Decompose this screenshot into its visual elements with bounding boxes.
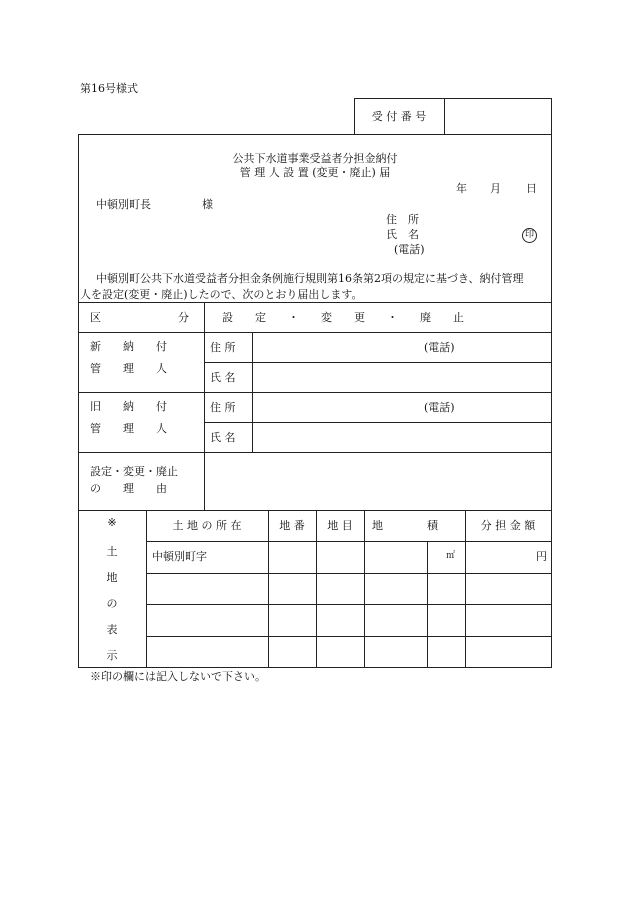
seal-mark: 印 [522,228,537,243]
old-name-label: 氏 名 [210,431,236,444]
land-side-char: 地 [106,571,118,584]
old-address-label: 住 所 [210,401,236,414]
amount-unit: 円 [536,550,547,563]
land-category-header: 地 目 [327,519,353,532]
body-text-line1: 中頓別町公共下水道受益者分担金条例施行規則第16条第2項の規定に基づき、納付管理 [96,272,524,285]
applicant-name-label: 氏 名 [386,228,419,241]
form-title-line1: 公共下水道事業受益者分担金納付 [232,152,398,165]
new-phone-label: (電話) [424,341,455,354]
area-unit: ㎡ [446,551,456,561]
applicant-address-label: 住 所 [386,213,419,226]
form-number: 第16号様式 [80,82,138,95]
land-side-char: の [106,597,118,610]
new-manager-label-line1: 新 納 付 [90,340,167,353]
date-month-label: 月 [490,182,501,195]
addressee-honorific: 様 [202,198,213,211]
section-label: 区 分 [90,311,189,324]
new-address-field[interactable] [253,333,551,362]
old-address-field[interactable] [253,393,551,422]
reason-label-line2: の 理 由 [90,482,167,495]
new-manager-label-line2: 管 理 人 [90,362,167,375]
reason-label-line1: 設定・変更・廃止 [90,465,178,478]
old-phone-label: (電話) [424,401,455,414]
addressee-name: 中頓別町長 [96,198,151,211]
land-area-header: 地 積 [372,519,438,532]
land-side-char: 示 [106,649,118,662]
land-side-mark: ※ [107,516,117,529]
old-manager-label-line1: 旧 納 付 [90,400,167,413]
date-year-label: 年 [456,182,467,195]
receipt-number-label: 受 付 番 号 [371,110,427,123]
land-side-char: 土 [106,545,118,558]
form-title-line2: 管 理 人 設 置 (変更・廃止) 届 [239,166,391,179]
receipt-number-field[interactable] [445,99,551,134]
new-name-label: 氏 名 [210,371,236,384]
old-manager-label-line2: 管 理 人 [90,422,167,435]
action-options[interactable]: 設 定 ・ 変 更 ・ 廃 止 [222,311,464,324]
old-name-field[interactable] [253,423,551,452]
reason-field[interactable] [205,453,551,510]
new-name-field[interactable] [253,363,551,392]
land-amount-header: 分 担 金 額 [480,519,536,532]
new-address-label: 住 所 [210,341,236,354]
land-location-header: 土 地 の 所 在 [172,519,242,532]
applicant-phone-label: (電話) [394,243,425,256]
land-side-char: 表 [106,623,118,636]
land-lot-header: 地 番 [279,519,305,532]
date-day-label: 日 [526,182,537,195]
body-text-line2: 人を設定(変更・廃止)したので、次のとおり届出します。 [80,288,363,301]
land-location-prefix: 中頓別町字 [152,550,207,563]
footnote: ※印の欄には記入しないで下さい。 [90,670,266,683]
